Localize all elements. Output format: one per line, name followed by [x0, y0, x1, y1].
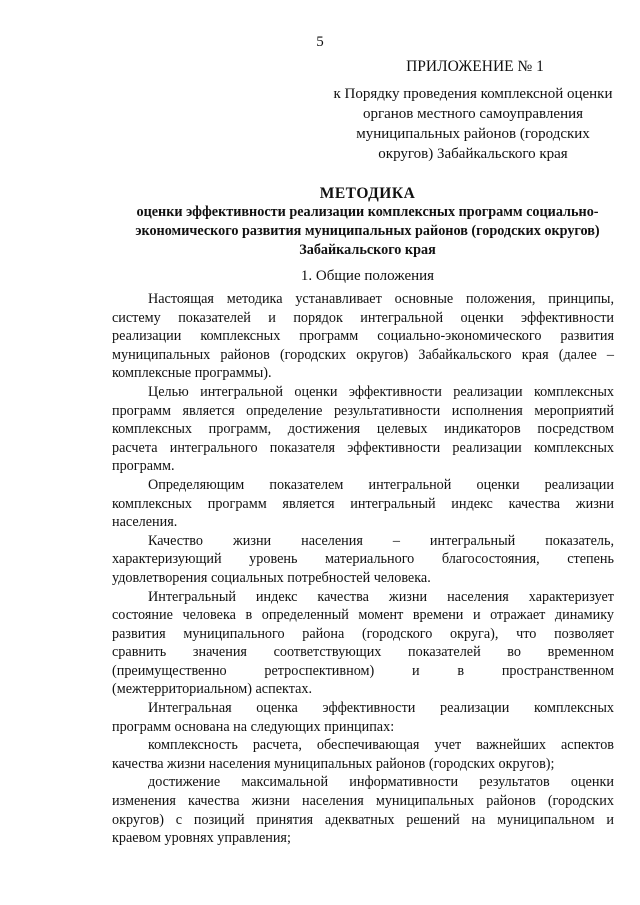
paragraph-line: (межтерриториальном) аспектах. [112, 681, 313, 698]
appendix-reference-line: органов местного самоуправления [362, 106, 584, 122]
subtitle-line: экономического развития муниципальных районов (городских округов) [135, 223, 600, 239]
paragraph-line: качества жизни населения муниципальных районов (городских округов); [112, 755, 555, 772]
paragraph-line: расчета интегрального показателя эффективности реализации комплексных [112, 439, 614, 456]
paragraph-line: комплексных программ является интегральный индекс качества жизни [112, 495, 614, 512]
paragraph [112, 383, 614, 476]
paragraph-line: Интегральная оценка эффективности реализации комплексных [148, 700, 614, 717]
paragraph-line: реализации комплексных программ социально-экономического развития [112, 328, 614, 345]
paragraph-line: Интегральный индекс качества жизни населения характеризует [148, 588, 614, 605]
subtitle-line: оценки эффективности реализации комплексных программ социально- [136, 204, 599, 220]
paragraph-line: изменения качества жизни населения муниципальных районов (городских [112, 793, 614, 810]
section-heading: 1. Общие положения [300, 268, 435, 284]
paragraph-line: Качество жизни населения – интегральный показатель, [148, 532, 614, 549]
paragraph-line: краевом уровнях управления; [112, 830, 291, 847]
paragraph-line: развития муниципального района (городского округа), что позволяет [112, 625, 614, 642]
paragraph-line: комплексность расчета, обеспечивающая учет важнейших аспектов [148, 737, 614, 754]
paragraph-line: программ. [112, 458, 175, 475]
paragraph [112, 699, 614, 736]
appendix-reference [323, 84, 623, 164]
paragraph-line: населения. [112, 514, 178, 531]
paragraph [112, 736, 614, 773]
paragraph-line: Целью интегральной оценки эффективности реализации комплексных [148, 383, 614, 400]
paragraph-line: комплексных программ, достижения целевых индикаторов посредством [112, 421, 614, 438]
document-subtitle [110, 203, 625, 260]
appendix-reference-line: округов) Забайкальского края [378, 146, 568, 162]
paragraph-line: удовлетворения социальных потребностей человека. [112, 569, 431, 586]
paragraph-line: округов) с позиций принятия адекватных решений на муниципальном и [112, 811, 614, 828]
paragraph-line: систему показателей и порядок интегральной оценки эффективности [112, 309, 614, 326]
paragraph-line: (преимущественно ретроспективном) и в пространственном [112, 662, 614, 679]
paragraph-line: Настоящая методика устанавливает основные положения, принципы, [148, 291, 614, 307]
appendix-reference-line: к Порядку проведения комплексной оценки [333, 86, 613, 102]
paragraph [112, 588, 614, 700]
paragraph-line: состояние человека в определенный момент времени и отражает динамику [112, 607, 614, 624]
paragraph-line: Определяющим показателем интегральной оценки реализации [148, 476, 614, 493]
body-text [112, 290, 614, 848]
subtitle-line: Забайкальского края [299, 242, 436, 258]
paragraph [112, 773, 614, 847]
document-title-block [110, 184, 625, 260]
paragraph [112, 290, 614, 383]
page-number: 5 [316, 34, 324, 50]
paragraph-line: муниципальных районов (городских округов) Забайкальского края (далее – [112, 346, 614, 363]
paragraph [112, 532, 614, 588]
paragraph-line: программ основана на следующих принципах: [112, 718, 395, 735]
paragraph-line: программ является определение результативности исполнения мероприятий [112, 402, 614, 419]
paragraph-line: комплексные программы). [112, 365, 272, 382]
paragraph [112, 476, 614, 532]
appendix-reference-line: муниципальных районов (городских [356, 126, 590, 142]
paragraph-line: характеризующий уровень материального благосостояния, степень [112, 551, 614, 568]
paragraph-line: достижение максимальной информативности результатов оценки [148, 774, 614, 791]
document-title: МЕТОДИКА [319, 185, 416, 202]
paragraph-line: сравнить значения соответствующих показателей во временном [112, 644, 614, 661]
appendix-title: ПРИЛОЖЕНИЕ № 1 [406, 58, 544, 75]
